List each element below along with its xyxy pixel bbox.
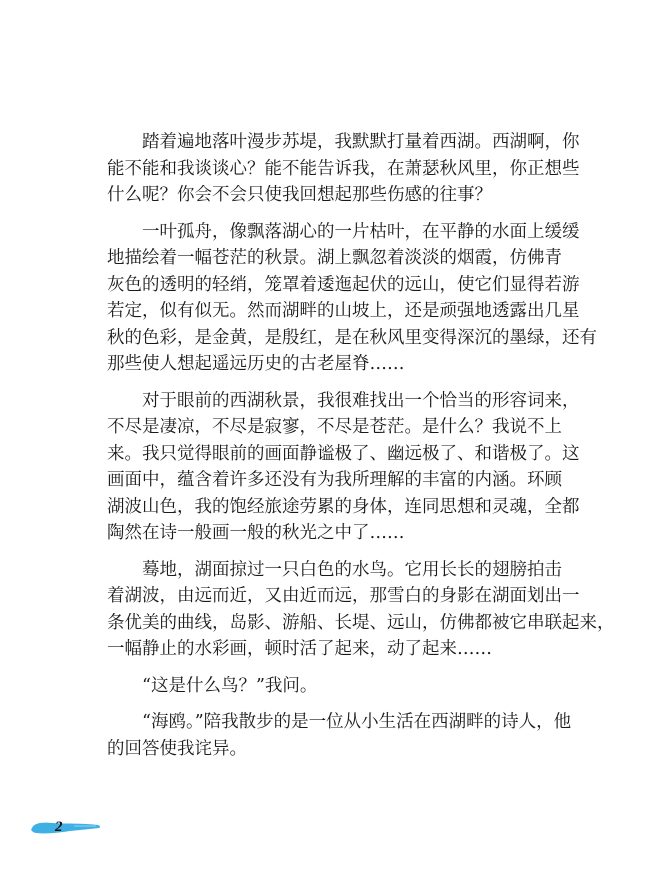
- text-line: 画面中，蕴含着许多还没有为我所理解的丰富的内涵。环顾: [107, 470, 562, 490]
- text-line: 灰色的透明的轻绡，笼罩着逶迤起伏的远山，使它们显得若游: [107, 274, 580, 295]
- text-line: 秋的色彩，是金黄，是殷红，是在秋风里变得深沉的墨绿，还有: [107, 327, 597, 348]
- text-line: 对于眼前的西湖秋景，我很难找出一个恰当的形容词来，: [142, 390, 580, 411]
- text-line: 陶然在诗一般画一般的秋光之中了……: [107, 523, 405, 543]
- text-line: 那些使人想起遥远历史的古老屋脊……: [107, 354, 405, 374]
- text-line: 着湖波，由远而近，又由近而远，那雪白的身影在湖面划出一: [107, 586, 580, 606]
- page-number: 2: [55, 819, 63, 835]
- text-line: “海鸥。”陪我散步的是一位从小生活在西湖畔的诗人，他: [142, 712, 572, 732]
- text-line: 来。我只觉得眼前的画面静谧极了、幽远极了、和谐极了。这: [107, 443, 580, 464]
- text-line: 一幅静止的水彩画，顿时活了起来，动了起来……: [107, 639, 492, 659]
- text-line: 地描绘着一幅苍茫的秋景。湖上飘忽着淡淡的烟霞，仿佛青: [107, 248, 562, 268]
- text-line: 什么呢？你会不会只使我回想起那些伤感的往事？: [107, 185, 492, 205]
- text-line: 踏着遍地落叶漫步苏堤，我默默打量着西湖。西湖啊，你: [142, 132, 580, 152]
- essay-body: [107, 129, 615, 762]
- text-line: 若定，似有似无。然而湖畔的山坡上，还是顽强地透露出几星: [107, 301, 580, 321]
- brush-stroke-icon: [30, 820, 102, 836]
- text-line: 蓦地，湖面掠过一只白色的水鸟。它用长长的翅膀拍击: [142, 559, 562, 580]
- page-number-tab: [30, 820, 102, 836]
- text-line: 能不能和我谈谈心？能不能告诉我，在萧瑟秋风里，你正想些: [107, 158, 580, 179]
- text-line: 的回答使我诧异。: [107, 738, 247, 759]
- text-line: 一叶孤舟，像飘落湖心的一片枯叶，在平静的水面上缓缓: [142, 221, 580, 242]
- text-line: 不尽是凄凉，不尽是寂寥，不尽是苍茫。是什么？我说不上: [107, 417, 562, 437]
- text-line: 湖波山色，我的饱经旅途劳累的身体，连同思想和灵魂，全都: [107, 496, 580, 517]
- text-line: “这是什么鸟？”我问。: [142, 675, 318, 696]
- text-line: 条优美的曲线，岛影、游船、长堤、远山，仿佛都被它串联起来，: [107, 612, 615, 633]
